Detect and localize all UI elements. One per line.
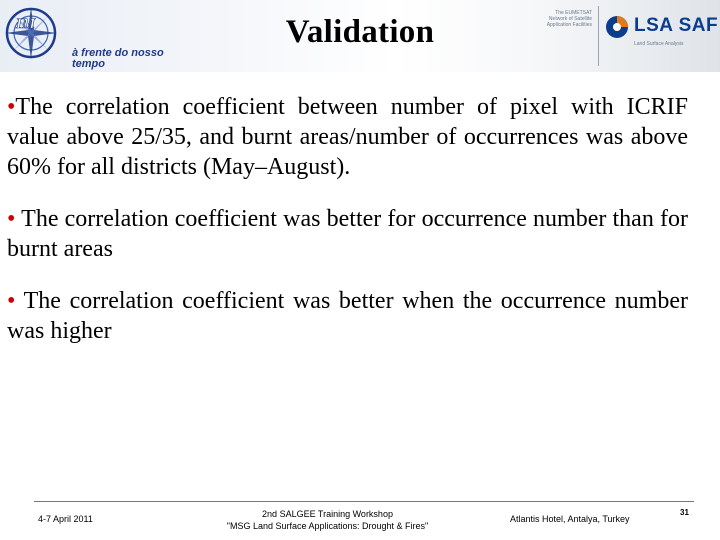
footer-date: 4-7 April 2011	[38, 514, 93, 524]
lsa-saf-subtitle: Land Surface Analysis	[634, 41, 684, 47]
im-logo-text: IM	[16, 16, 36, 32]
bullet-marker: •	[7, 94, 16, 120]
lsa-saf-name: LSA SAF	[634, 15, 719, 36]
footer-venue: Atlantis Hotel, Antalya, Turkey	[510, 514, 630, 524]
im-logo-icon	[2, 4, 60, 62]
footer-event-subtitle: "MSG Land Surface Applications: Drought & Fires"	[226, 521, 429, 531]
footer-event	[205, 508, 450, 532]
bullet-text: The correlation coefficient between number of pixel with ICRIF value above 25/35, and burnt areas/number of occurrences was above 60% for all districts (May–August).	[7, 94, 688, 180]
header-divider	[598, 6, 599, 66]
lsa-saf-logo-icon	[604, 14, 630, 40]
slide-body	[7, 92, 688, 368]
slide-title: Validation	[285, 14, 435, 50]
page-number: 31	[680, 508, 689, 517]
bullet-item	[7, 204, 688, 264]
tagline: à frente do nosso tempo	[72, 47, 164, 70]
footer-event-title: 2nd SALGEE Training Workshop	[262, 509, 393, 519]
bullet-text: The correlation coefficient was better when the occurrence number was higher	[7, 288, 688, 344]
bullet-item	[7, 286, 688, 346]
bullet-marker: •	[7, 206, 16, 232]
footer-divider	[34, 501, 694, 502]
slide-header	[0, 0, 720, 72]
bullet-item	[7, 92, 688, 182]
bullet-text: The correlation coefficient was better for occurrence number than for burnt areas	[7, 206, 688, 262]
bullet-marker: •	[7, 288, 16, 314]
eumetsat-network-text: The EUMETSAT Network of Satellite Application Facilities	[546, 10, 592, 28]
